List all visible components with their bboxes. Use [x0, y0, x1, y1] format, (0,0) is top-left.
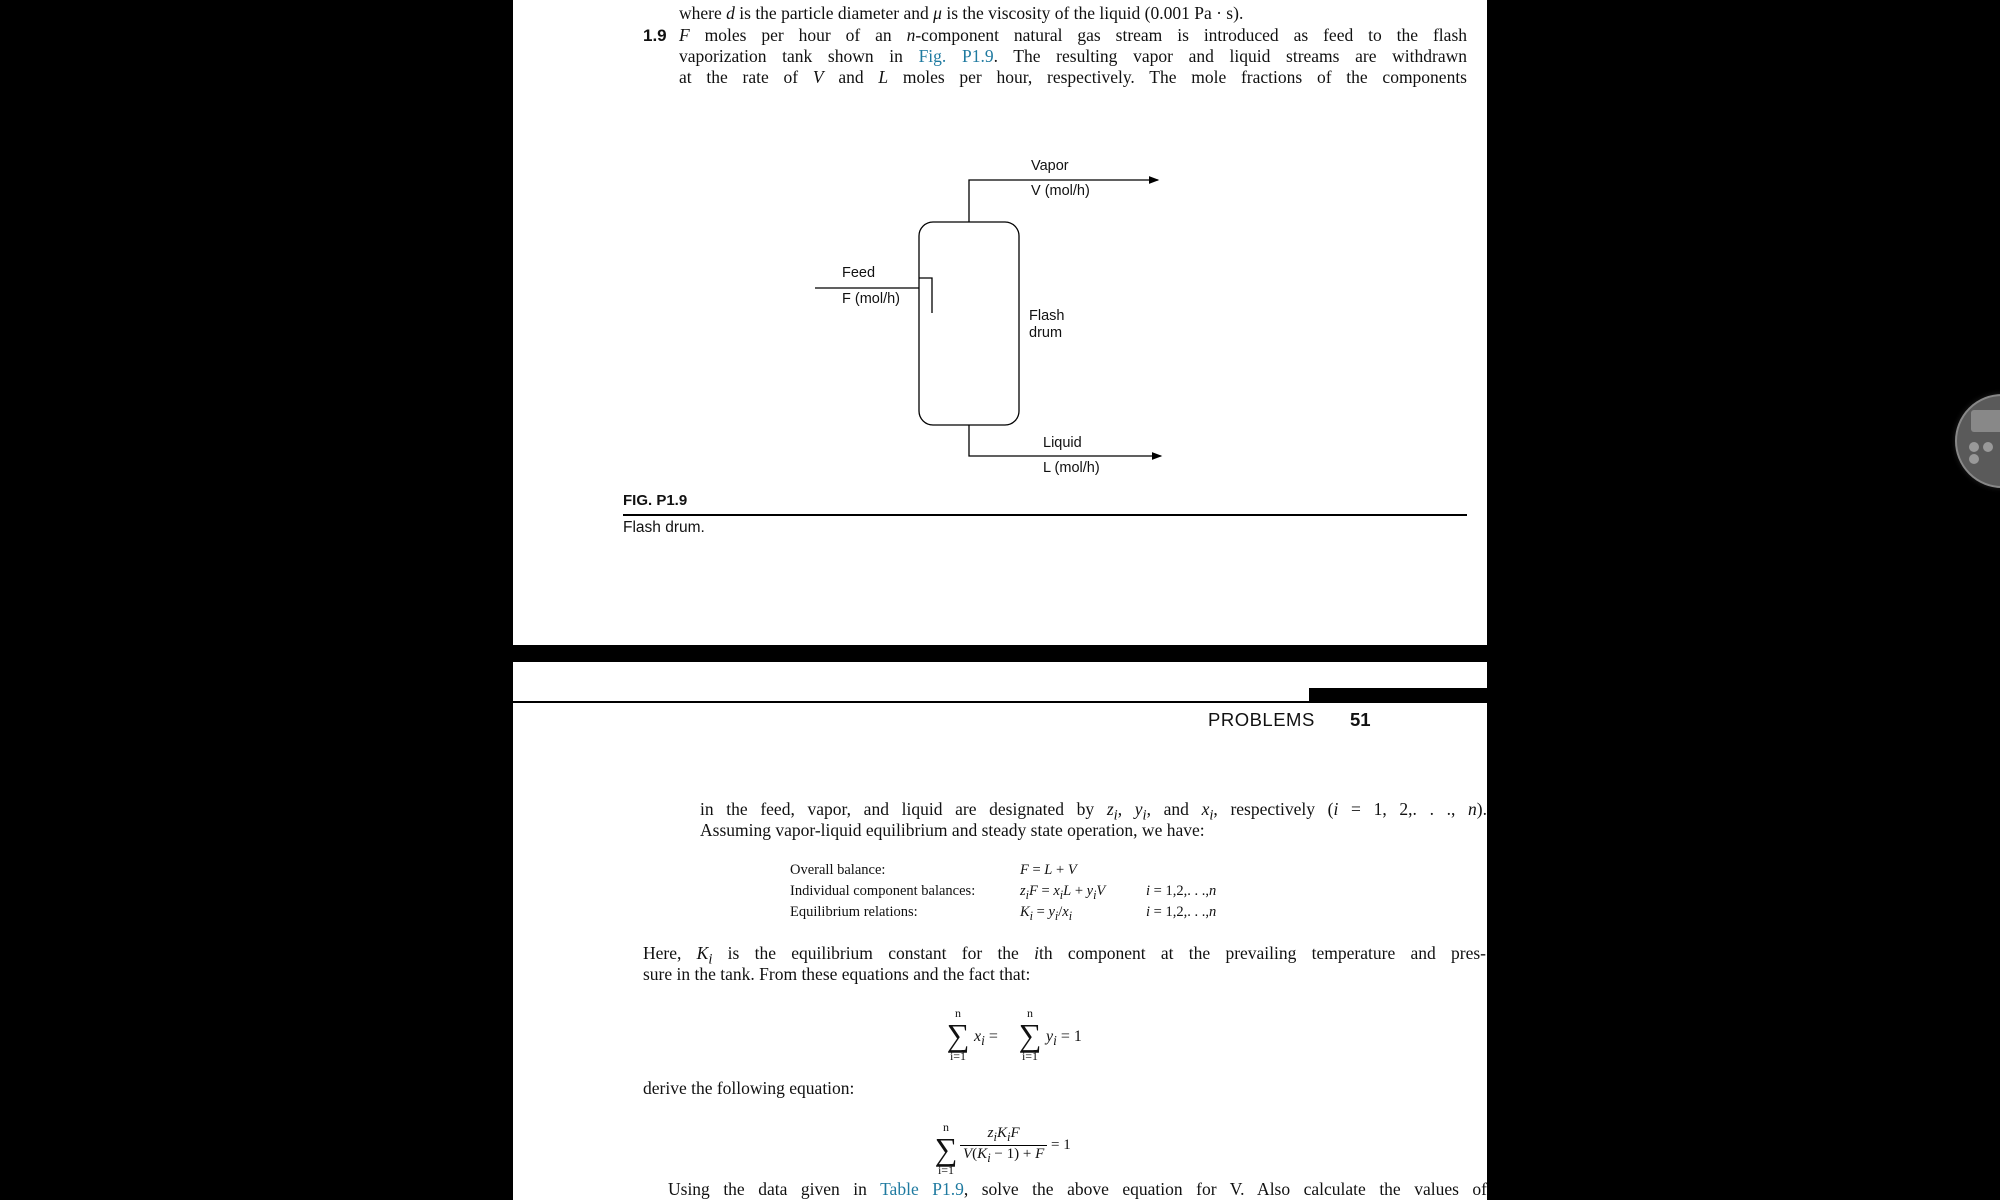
- text-line-where: where d is the particle diameter and μ is the viscosity of the liquid (0.001 Pa · s).: [679, 3, 1244, 23]
- para1-line-2: Assuming vapor-liquid equilibrium and steady state operation, we have:: [700, 820, 1205, 840]
- vapor-label: Vapor: [1031, 158, 1069, 174]
- flash-drum-diagram: [513, 0, 1487, 645]
- header-tab-bar: [1309, 688, 1487, 702]
- last-line: Using the data given in Table P1.9, solve the above equation for V. Also calculate the values of: [668, 1179, 1487, 1199]
- para2-line-2: sure in the tank. From these equations and the fact that:: [643, 964, 1031, 984]
- page-top-border: [513, 654, 1487, 662]
- widget-dot-icon: [1969, 442, 1979, 452]
- floating-scroll-widget[interactable]: [1955, 394, 2000, 488]
- drum-label-line-2: drum: [1029, 325, 1063, 341]
- figure-caption: Flash drum.: [623, 519, 705, 536]
- page-bottom: [513, 654, 1487, 1200]
- problem-number: 1.9: [643, 26, 667, 45]
- table-link[interactable]: Table P1.9: [880, 1179, 964, 1199]
- eq-label-overall: Overall balance:: [790, 862, 886, 878]
- caption-rule: [623, 514, 1467, 516]
- problem-text-line-2: vaporization tank shown in Fig. P1.9. The resulting vapor and liquid streams are withdrawn: [679, 46, 1468, 66]
- feed-baffle: [919, 278, 932, 313]
- problem-text-line-3: at the rate of V and L moles per hour, respectively. The mole fractions of the components: [679, 67, 1467, 87]
- para2-line-1: Here, $K_i$ is the equilibrium constant for the ith component at the prevailing temperature and pres-: [643, 943, 1487, 968]
- widget-dot-icon: [1969, 454, 1979, 464]
- eq-label-component: Individual component balances:: [790, 883, 976, 899]
- liquid-rate-label: L (mol/h): [1043, 460, 1100, 476]
- liquid-label: Liquid: [1043, 435, 1082, 451]
- feed-rate-label: F (mol/h): [842, 291, 900, 307]
- eq-component-range: i = 1,2,. . .,n: [1146, 883, 1217, 899]
- eq-equilibrium-range: i = 1,2,. . .,n: [1146, 904, 1217, 920]
- page-top: [513, 0, 1487, 645]
- sum-equation: n ∑ i=1 $x_i$ = n ∑ i=1 $y_i = 1$: [946, 1006, 1082, 1063]
- derive-text: derive the following equation:: [643, 1078, 855, 1098]
- eq-overall: F = L + V: [1020, 862, 1077, 878]
- equation-table: [790, 860, 1350, 926]
- final-equation: n ∑ i=1 $\frac{z_iK_iF}{V(K_i - 1) + F}$ = 1: [934, 1120, 1071, 1177]
- widget-screen-icon: [1971, 410, 2000, 432]
- drum-label-line-1: Flash: [1029, 308, 1065, 324]
- eq-component: $z_iF = x_iL + y_iV$: [1020, 883, 1106, 902]
- figure-label: FIG. P1.9: [623, 492, 688, 509]
- figure-link[interactable]: Fig. P1.9: [918, 46, 994, 66]
- problem-text-line-1: F moles per hour of an n-component natural gas stream is introduced as feed to the flash: [679, 25, 1468, 45]
- eq-label-equilibrium: Equilibrium relations:: [790, 904, 918, 920]
- running-header-section: PROBLEMS: [1208, 709, 1315, 730]
- eq-equilibrium: $K_i = y_i/x_i$: [1020, 904, 1073, 923]
- widget-dot-icon: [1983, 442, 1993, 452]
- para1-line-1: in the feed, vapor, and liquid are designated by $z_i$, $y_i$, and $x_i$, respectively (i = 1, 2,. . ., n).: [700, 799, 1487, 824]
- feed-label: Feed: [842, 265, 876, 281]
- page-number: 51: [1350, 709, 1371, 730]
- flash-drum-vessel: [919, 222, 1019, 425]
- vapor-rate-label: V (mol/h): [1031, 183, 1090, 199]
